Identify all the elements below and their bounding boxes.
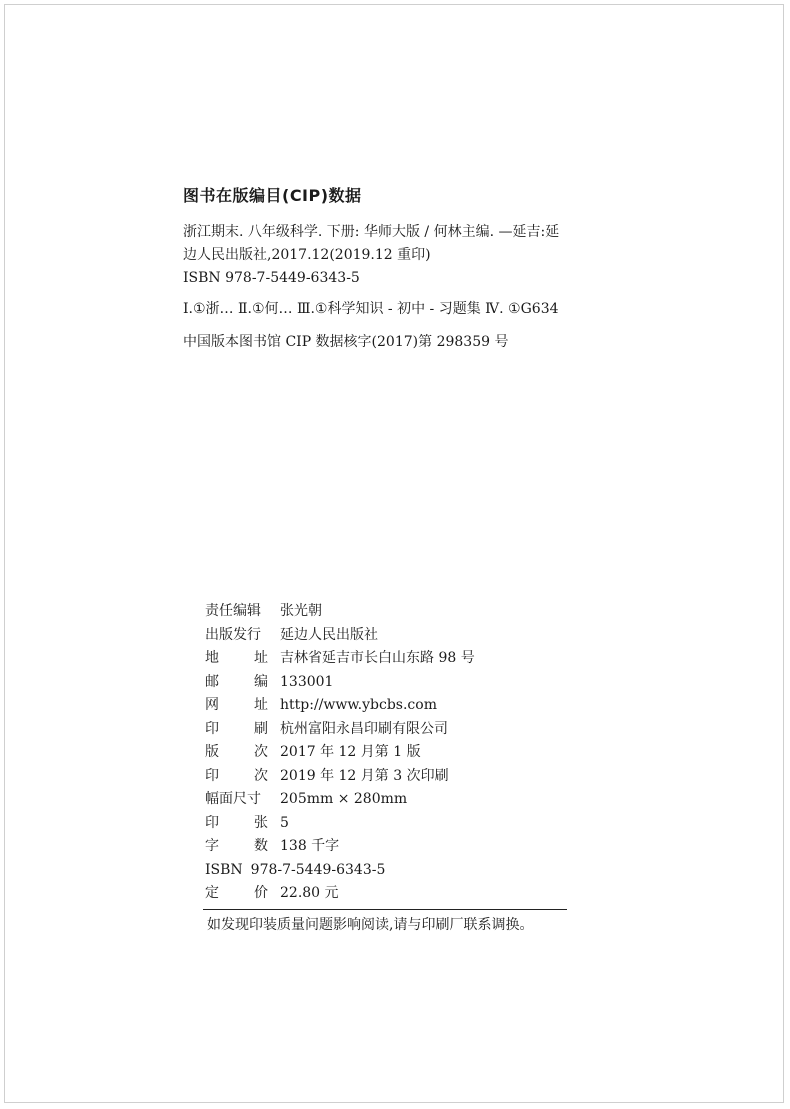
cip-line-1: 浙江期末. 八年级科学. 下册: 华师大版 / 何林主编. —延吉:延 <box>183 224 560 240</box>
colophon-value-format: 205mm × 280mm <box>280 791 408 807</box>
colophon-label: 定 价 <box>205 885 268 901</box>
colophon-row <box>205 624 571 648</box>
colophon-row <box>205 741 571 765</box>
colophon-value-postcode: 133001 <box>280 673 334 690</box>
colophon-row <box>205 882 571 906</box>
colophon-value-edition: 2017 年 12 月第 1 版 <box>280 744 421 760</box>
colophon-row <box>205 647 571 671</box>
colophon-label: 幅面尺寸 <box>205 791 261 807</box>
colophon-row <box>205 600 571 624</box>
colophon-row <box>205 694 571 718</box>
cip-block <box>183 185 623 354</box>
colophon-row <box>205 859 571 883</box>
colophon-value-printing: 2019 年 12 月第 3 次印刷 <box>280 767 449 784</box>
colophon-value-wordcount: 138 千字 <box>280 838 340 854</box>
divider-rule <box>203 909 567 910</box>
colophon-value-price: 22.80 元 <box>280 885 339 901</box>
colophon-block <box>205 600 571 936</box>
cip-classification: Ⅰ.①浙… Ⅱ.①何… Ⅲ.①科学知识 - 初中 - 习题集 Ⅳ. ①G634 <box>183 301 559 317</box>
colophon-label: 出版发行 <box>205 626 261 643</box>
book-page <box>4 4 784 1103</box>
colophon-label: 字 数 <box>205 838 268 854</box>
colophon-row <box>205 835 571 859</box>
colophon-value-publisher: 延边人民出版社 <box>280 626 378 643</box>
colophon-value-isbn: 978-7-5449-6343-5 <box>250 861 386 878</box>
colophon-value-editor: 张光朝 <box>280 603 322 619</box>
colophon-label: 印 张 <box>205 814 268 831</box>
colophon-row <box>205 718 571 742</box>
colophon-row <box>205 788 571 812</box>
colophon-row <box>205 765 571 789</box>
colophon-value-address: 吉林省延吉市长白山东路 98 号 <box>280 650 475 666</box>
colophon-label: 责任编辑 <box>205 603 261 619</box>
colophon-label: 印 刷 <box>205 720 268 737</box>
colophon-row <box>205 671 571 695</box>
colophon-value-printer: 杭州富阳永昌印刷有限公司 <box>280 720 448 737</box>
colophon-label: 网 址 <box>205 697 268 713</box>
colophon-label: 印 次 <box>205 767 268 784</box>
colophon-label: 版 次 <box>205 744 268 760</box>
cip-line-2: 边人民出版社,2017.12(2019.12 重印) <box>183 247 431 263</box>
colophon-label: 地 址 <box>205 650 268 666</box>
quality-notice: 如发现印装质量问题影响阅读,请与印刷厂联系调换。 <box>207 916 534 933</box>
cip-title: 图书在版编目(CIP)数据 <box>183 186 362 205</box>
colophon-value-website: http://www.ybcbs.com <box>280 697 437 713</box>
cip-isbn: ISBN 978-7-5449-6343-5 <box>183 270 360 286</box>
cip-number: 中国版本图书馆 CIP 数据核字(2017)第 298359 号 <box>183 334 509 350</box>
colophon-row <box>205 812 571 836</box>
colophon-label: 邮 编 <box>205 673 268 690</box>
cip-body <box>183 221 623 354</box>
colophon-label: ISBN <box>205 861 243 878</box>
colophon-value-sheets: 5 <box>280 814 289 831</box>
